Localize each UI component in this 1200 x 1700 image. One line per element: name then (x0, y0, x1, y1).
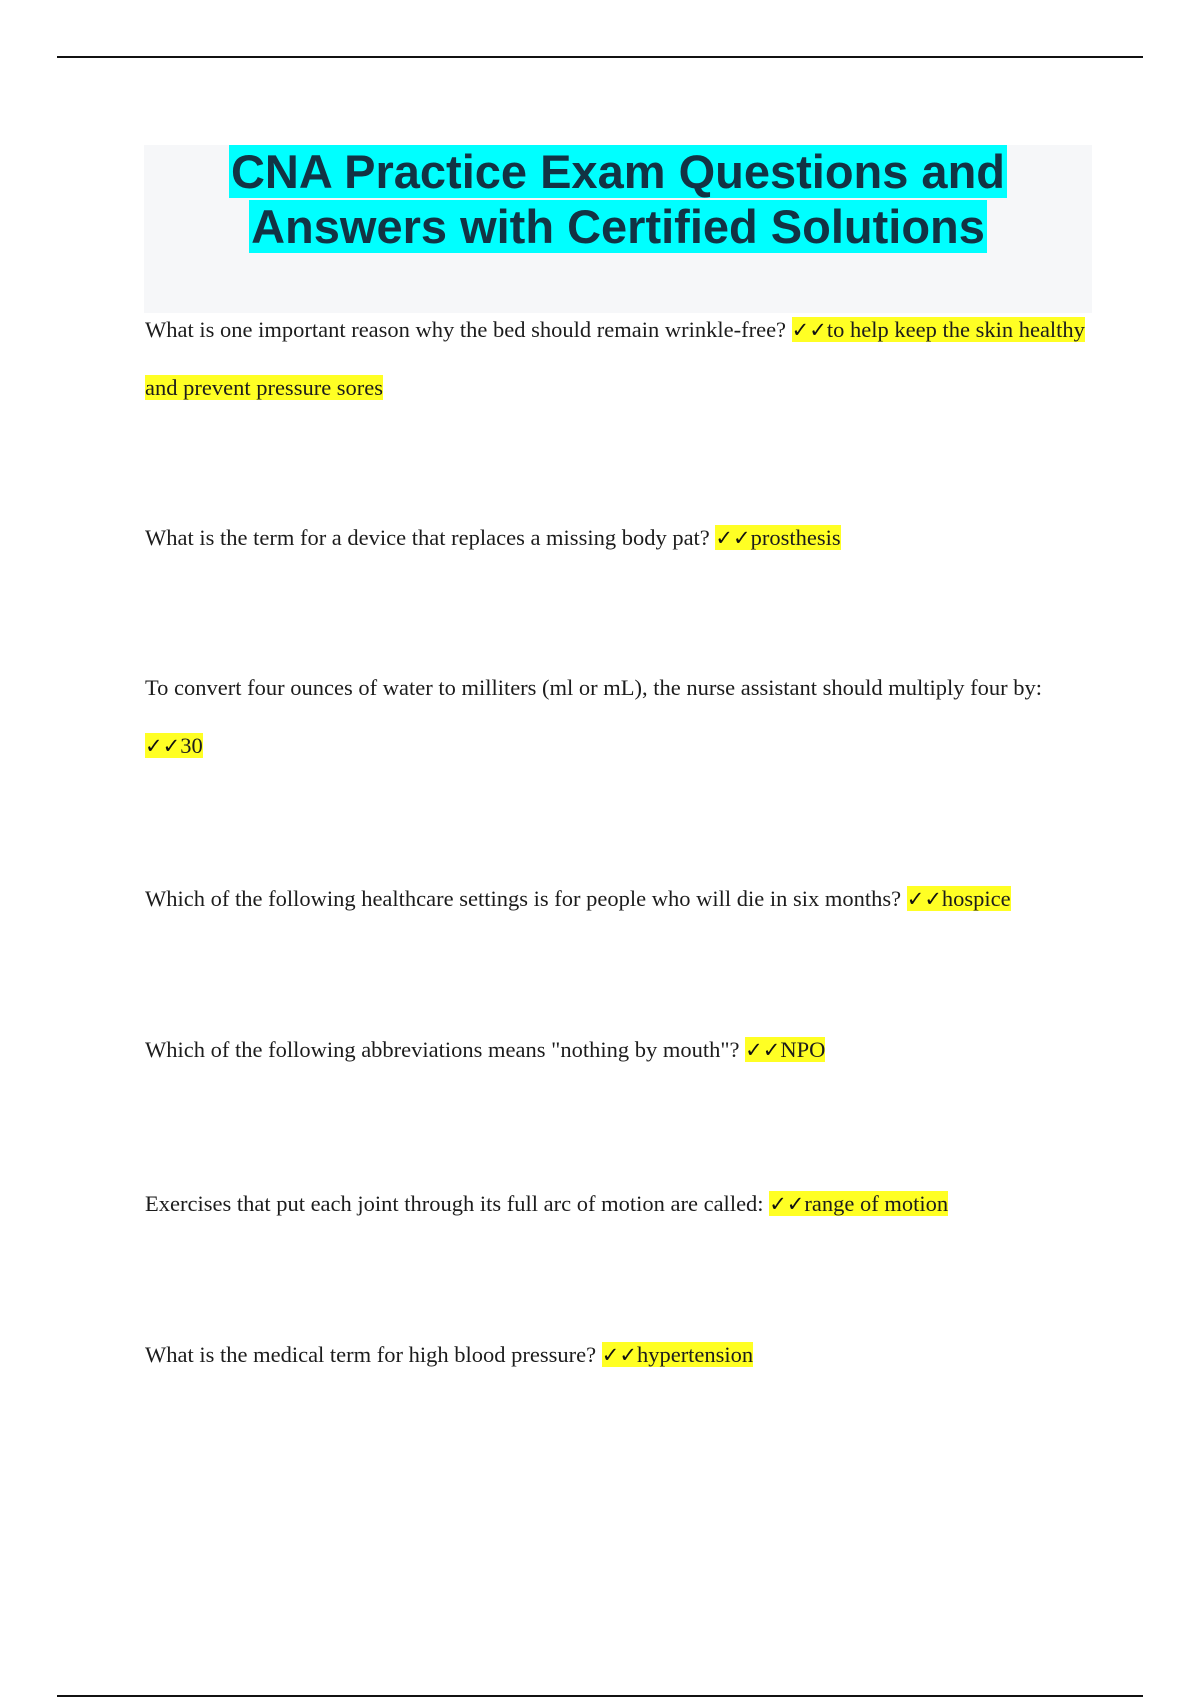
check-icon: ✓✓ (906, 887, 942, 911)
check-icon: ✓✓ (715, 526, 751, 550)
qa-item-3 (145, 659, 1085, 775)
question-text: To convert four ounces of water to milliters (ml or mL), the nurse assistant should multiply four by: (145, 675, 1043, 700)
check-icon: ✓✓ (145, 734, 181, 758)
qa-item-1 (145, 301, 1085, 417)
answer-text: hospice (941, 886, 1011, 911)
title-line-1: CNA Practice Exam Questions and (230, 145, 1005, 198)
question-text: Which of the following healthcare settings is for people who will die in six months? (145, 886, 907, 911)
answer-highlight (715, 525, 840, 550)
qa-item-5 (145, 1021, 1085, 1079)
check-icon: ✓✓ (601, 1343, 637, 1367)
title-line-2: Answers with Certified Solutions (251, 200, 985, 253)
check-icon: ✓✓ (745, 1038, 781, 1062)
document-title (144, 144, 1092, 254)
check-icon: ✓✓ (769, 1192, 805, 1216)
answer-text: hypertension (636, 1342, 754, 1367)
question-text: Exercises that put each joint through its full arc of motion are called: (145, 1191, 770, 1216)
answer-text: 30 (180, 733, 203, 758)
qa-item-6 (145, 1175, 1085, 1233)
answer-text: NPO (780, 1037, 826, 1062)
qa-item-7 (145, 1326, 1085, 1384)
answer-text: to help keep the skin healthy and prevent pressure sores (145, 317, 1085, 400)
top-rule (57, 56, 1143, 58)
answer-highlight (769, 1191, 948, 1216)
answer-highlight (907, 886, 1011, 911)
question-text: What is one important reason why the bed should remain wrinkle-free? (145, 317, 792, 342)
answer-highlight (745, 1037, 825, 1062)
question-text: Which of the following abbreviations means "nothing by mouth"? (145, 1037, 746, 1062)
answer-highlight (145, 733, 203, 758)
bottom-rule (57, 1695, 1143, 1697)
answer-highlight (602, 1342, 753, 1367)
question-text: What is the medical term for high blood pressure? (145, 1342, 602, 1367)
check-icon: ✓✓ (791, 318, 827, 342)
answer-text: range of motion (804, 1191, 949, 1216)
qa-item-2 (145, 509, 1085, 567)
qa-item-4 (145, 870, 1085, 928)
question-text: What is the term for a device that replaces a missing body pat? (145, 525, 716, 550)
answer-text: prosthesis (750, 525, 841, 550)
